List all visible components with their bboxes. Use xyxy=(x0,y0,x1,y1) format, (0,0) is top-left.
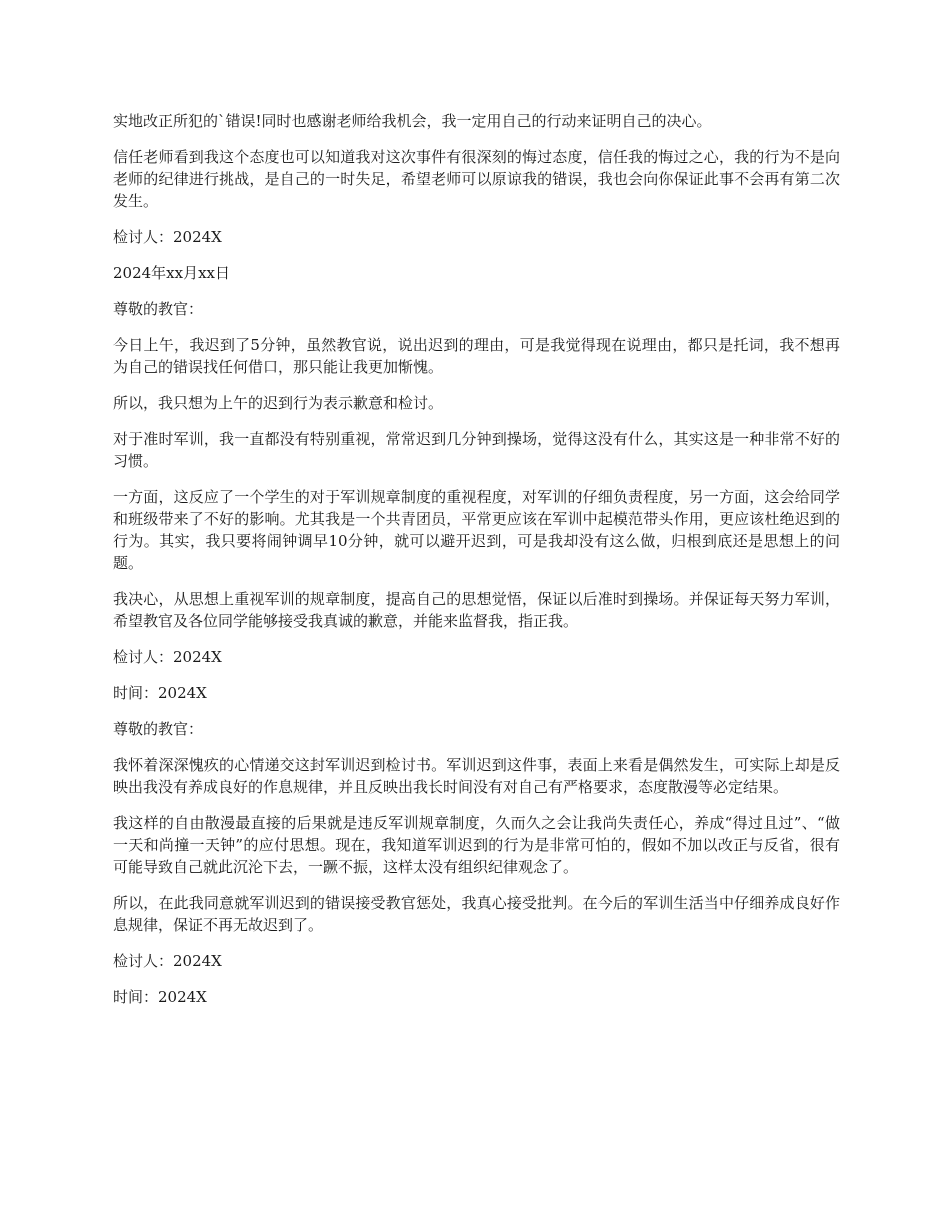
paragraph-letter3-intro: 我怀着深深愧疚的心情递交这封军训迟到检讨书。军训迟到这件事，表面上来看是偶然发生，可实际上却是反映出我没有养成良好的作息规律，并且反映出我长时间没有对自己有严格要求，态度散漫等必定结果。 xyxy=(113,756,840,796)
paragraph-letter2-resolution: 我决心，从思想上重视军训的规章制度，提高自己的思想觉悟，保证以后准时到操场。并保证每天努力军训，希望教官及各位同学能够接受我真诚的歉意，并能来监督我，指正我。 xyxy=(113,590,840,630)
paragraph-letter2-intro: 今日上午，我迟到了5分钟，虽然教官说，说出迟到的理由，可是我觉得现在说理由，都只是托词，我不想再为自己的错误找任何借口，那只能让我更加惭愧。 xyxy=(113,336,840,376)
salutation-letter3: 尊敬的教官： xyxy=(113,720,204,738)
paragraph-letter2-reflection: 一方面，这反应了一个学生的对于军训规章制度的重视程度，对军训的仔细负责程度，另一方面，这会给同学和班级带来了不好的影响。尤其我是一个共青团员，平常更应该在军训中起模范带头作用，更应该杜绝迟到的行为。其实，我只要将闹钟调早10分钟，就可以避开迟到，可是我却没有这么做，归根到底还是思想上的问题。 xyxy=(113,488,840,572)
signature-letter3: 检讨人：2024X xyxy=(113,952,222,970)
signature-letter2: 检讨人：2024X xyxy=(113,648,222,666)
paragraph-letter2-habit: 对于准时军训，我一直都没有特别重视，常常迟到几分钟到操场，觉得这没有什么，其实这是一种非常不好的习惯。 xyxy=(113,430,840,470)
date-letter2: 时间：2024X xyxy=(113,684,207,702)
date-letter1: 2024年xx月xx日 xyxy=(113,264,231,282)
paragraph-letter3-consequence: 我这样的自由散漫最直接的后果就是违反军训规章制度，久而久之会让我尚失责任心，养成“得过且过”、“做一天和尚撞一天钟”的应付思想。现在，我知道军训迟到的行为是非常可怕的，假如不加以改正与反省，很有可能导致自己就此沉沦下去，一蹶不振，这样太没有组织纪律观念了。 xyxy=(113,814,840,876)
signature-letter1: 检讨人：2024X xyxy=(113,228,222,246)
paragraph-letter3-commitment: 所以，在此我同意就军训迟到的错误接受教官惩处，我真心接受批判。在今后的军训生活当中仔细养成良好作息规律，保证不再无故迟到了。 xyxy=(113,894,840,934)
paragraph-letter2-apology: 所以，我只想为上午的迟到行为表示歉意和检讨。 xyxy=(113,394,444,412)
salutation-letter2: 尊敬的教官： xyxy=(113,300,204,318)
paragraph-letter1-assurance: 信任老师看到我这个态度也可以知道我对这次事件有很深刻的悔过态度，信任我的悔过之心，我的行为不是向老师的纪律进行挑战，是自己的一时失足，希望老师可以原谅我的错误，我也会向你保证此事不会再有第二次发生。 xyxy=(113,148,840,210)
paragraph-letter1-closing: 实地改正所犯的`错误!同时也感谢老师给我机会，我一定用自己的行动来证明自己的决心。 xyxy=(113,112,712,130)
date-letter3: 时间：2024X xyxy=(113,988,207,1006)
document-body xyxy=(113,110,840,1022)
